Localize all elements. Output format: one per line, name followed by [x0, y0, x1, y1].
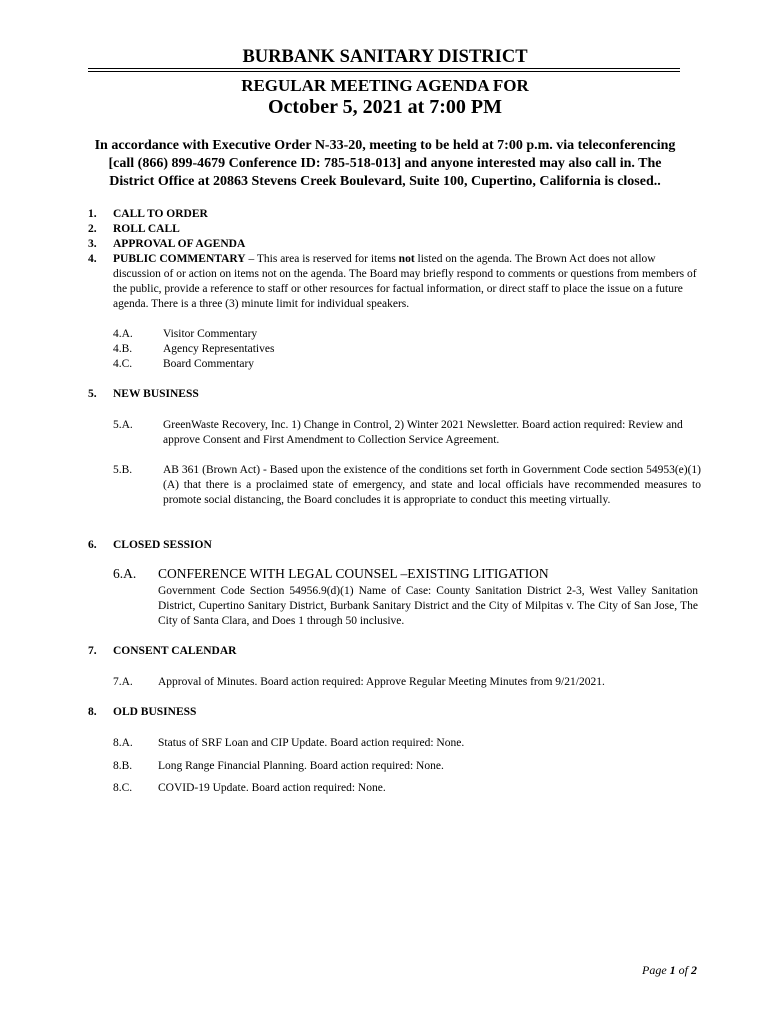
subitem-visitor-commentary: Visitor Commentary — [163, 328, 258, 340]
subitem-number: 6.A. — [113, 566, 137, 581]
item-old-business: OLD BUSINESS — [113, 706, 197, 718]
header-rule — [88, 68, 680, 69]
item-new-business: NEW BUSINESS — [113, 388, 199, 400]
item-text: listed on the agenda. The Brown Act does not allow discussion of or action on items not on the agenda. The Board may briefly respond to comments or questions from members of the public, provide a reference to staff or other resources for factual information, or direct staff to place the issue on a future agenda. There is a three (3) minute limit for individual speakers. — [113, 253, 697, 310]
item-number: 2. — [88, 223, 97, 235]
item-public-commentary — [113, 252, 701, 312]
subitem-number: 8.A. — [113, 737, 133, 749]
intro-line-1: In accordance with Executive Order N-33-20, meeting to be held at 7:00 p.m. via teleconferencing — [94, 138, 676, 153]
page-total: 2 — [691, 963, 697, 977]
subitem-board-commentary: Board Commentary — [163, 358, 255, 370]
item-number: 6. — [88, 539, 97, 551]
item-number: 5. — [88, 388, 97, 400]
subitem-approval-of-minutes: Approval of Minutes. Board action required: Approve Regular Meeting Minutes from 9/21/2021. — [158, 676, 605, 688]
subitem-legal-counsel-text: Government Code Section 54956.9(d)(1) Name of Case: County Sanitation District 2-3, West Valley Sanitation District, Cupertino Sanitary District, Burbank Sanitary District and the City of Milpitas v. The City of San Jose, The City of Santa Clara, and Does 1 through 50 inclusive. — [158, 585, 698, 627]
item-text-emphasis: not — [398, 253, 415, 265]
subitem-agency-representatives: Agency Representatives — [163, 343, 275, 355]
subitem-number: 4.A. — [113, 328, 133, 340]
subitem-number: 5.B. — [113, 464, 133, 476]
subitem-financial-planning: Long Range Financial Planning. Board action required: None. — [158, 760, 444, 772]
item-roll-call: ROLL CALL — [113, 223, 180, 235]
intro-line-3: District Office at 20863 Stevens Creek Boulevard, Suite 100, Cupertino, California is closed.. — [109, 174, 661, 189]
page-current: 1 — [669, 963, 676, 977]
header-rule-secondary — [88, 71, 680, 72]
item-number: 7. — [88, 645, 97, 657]
page-of: of — [675, 963, 691, 977]
subitem-legal-counsel-title: CONFERENCE WITH LEGAL COUNSEL –EXISTING LITIGATION — [158, 566, 549, 581]
page-word: Page — [642, 963, 670, 977]
meeting-title: REGULAR MEETING AGENDA FOR — [241, 76, 529, 95]
item-number: 4. — [88, 253, 97, 265]
intro-line-2: [call (866) 899-4679 Conference ID: 785-518-013] and anyone interested may also call in. The — [108, 156, 662, 171]
item-number: 8. — [88, 706, 97, 718]
page-number — [642, 963, 697, 978]
item-closed-session: CLOSED SESSION — [113, 539, 212, 551]
subitem-number: 8.C. — [113, 782, 133, 794]
item-call-to-order: CALL TO ORDER — [113, 208, 208, 220]
subitem-number: 4.C. — [113, 358, 133, 370]
item-text: – This area is reserved for items — [245, 253, 399, 265]
subitem-srf-loan: Status of SRF Loan and CIP Update. Board action required: None. — [158, 737, 465, 749]
item-label: PUBLIC COMMENTARY — [113, 253, 246, 265]
subitem-ab361: AB 361 (Brown Act) - Based upon the existence of the conditions set forth in Government Code section 54953(e)(1)(A) that there is a proclaimed state of emergency, and state and local officials have recommended measures to promote social distancing, the Board concludes it is appropriate to conduct this meeting virtually. — [163, 464, 701, 506]
intro-notice — [40, 137, 730, 191]
district-name: BURBANK SANITARY DISTRICT — [242, 47, 528, 67]
subitem-covid-update: COVID-19 Update. Board action required: None. — [158, 782, 386, 794]
meeting-date: October 5, 2021 at 7:00 PM — [267, 96, 503, 118]
subitem-number: 4.B. — [113, 343, 133, 355]
item-number: 1. — [88, 208, 97, 220]
item-number: 3. — [88, 238, 97, 250]
item-consent-calendar: CONSENT CALENDAR — [113, 645, 237, 657]
item-approval-of-agenda: APPROVAL OF AGENDA — [113, 238, 246, 250]
subitem-number: 8.B. — [113, 760, 133, 772]
subitem-number: 7.A. — [113, 676, 133, 688]
subitem-number: 5.A. — [113, 419, 133, 431]
subitem-greenwaste: GreenWaste Recovery, Inc. 1) Change in Control, 2) Winter 2021 Newsletter. Board action required: Review and approve Consent and First Amendment to Collection Service Agreement. — [163, 419, 683, 446]
